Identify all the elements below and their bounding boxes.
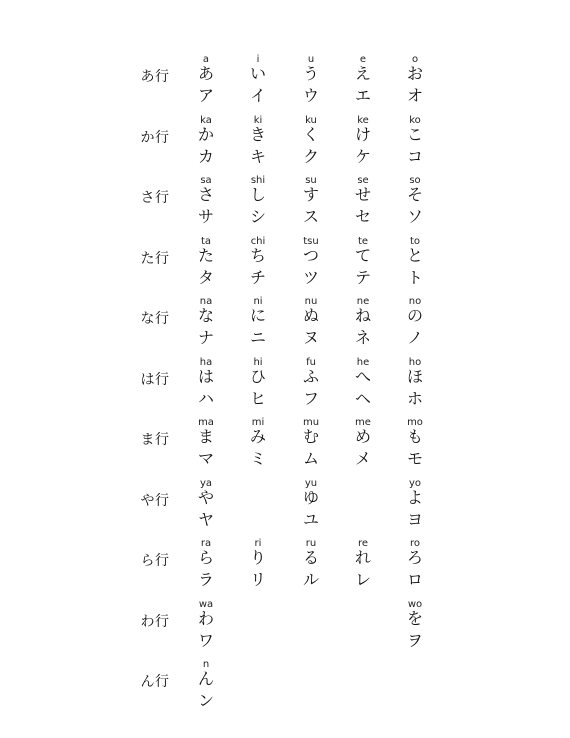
row-label: は行 xyxy=(140,371,170,388)
katakana-char: モ xyxy=(406,449,423,468)
row-label: や行 xyxy=(140,492,170,509)
katakana-char: ヲ xyxy=(406,630,423,650)
row-label: わ行 xyxy=(140,613,170,630)
romaji-label: ku xyxy=(305,114,317,126)
katakana-char: ム xyxy=(302,449,319,468)
romaji-label: fu xyxy=(306,356,316,368)
hiragana-char: あ xyxy=(197,64,214,83)
kana-cell xyxy=(395,599,435,659)
romaji-label: se xyxy=(357,175,369,186)
hiragana-char: や xyxy=(197,487,214,507)
kana-cell xyxy=(395,357,435,417)
hiragana-char: ゆ xyxy=(302,487,319,507)
katakana-char: セ xyxy=(354,207,371,226)
kana-row xyxy=(0,175,570,235)
hiragana-char: み xyxy=(249,427,266,446)
romaji-label: te xyxy=(357,235,369,247)
hiragana-char: も xyxy=(406,427,423,446)
kana-row xyxy=(0,357,570,417)
hiragana-char: を xyxy=(406,608,423,628)
hiragana-char: よ xyxy=(406,487,423,507)
katakana-char: ヤ xyxy=(197,509,214,529)
kana-row xyxy=(0,538,570,598)
kana-cell xyxy=(395,115,435,175)
romaji-label: shi xyxy=(250,175,266,186)
romaji-label: to xyxy=(409,235,421,247)
romaji-label: ni xyxy=(253,296,263,307)
hiragana-char: め xyxy=(354,427,371,446)
romaji-label: he xyxy=(356,356,370,368)
katakana-char: イ xyxy=(249,86,266,105)
katakana-char: テ xyxy=(354,267,371,287)
kana-cell xyxy=(186,296,226,356)
hiragana-char: へ xyxy=(354,366,371,386)
kana-row xyxy=(0,296,570,356)
kana-cell xyxy=(238,175,278,235)
katakana-char: ミ xyxy=(249,449,266,468)
hiragana-char: す xyxy=(302,185,319,204)
romaji-label: hi xyxy=(253,356,263,368)
kana-cell xyxy=(395,538,435,598)
katakana-char: ヒ xyxy=(249,388,266,408)
katakana-char: リ xyxy=(249,570,266,589)
romaji-label: n xyxy=(202,659,210,670)
hiragana-char: り xyxy=(249,548,266,567)
romaji-label: mu xyxy=(302,417,320,428)
romaji-label: nu xyxy=(304,296,318,307)
kana-cell xyxy=(343,538,383,598)
row-label: ま行 xyxy=(140,432,170,448)
hiragana-char: う xyxy=(302,64,319,83)
katakana-char: エ xyxy=(354,86,371,105)
kana-row xyxy=(0,115,570,175)
katakana-char: ル xyxy=(302,570,319,589)
hiragana-char: わ xyxy=(197,608,214,628)
kana-cell xyxy=(343,236,383,296)
kana-cell xyxy=(343,115,383,175)
row-label: た行 xyxy=(140,250,170,267)
kana-cell xyxy=(395,236,435,296)
katakana-char: ス xyxy=(302,207,319,226)
hiragana-char: そ xyxy=(406,185,423,204)
kana-row xyxy=(0,417,570,477)
romaji-label: na xyxy=(199,296,213,307)
kana-cell xyxy=(343,175,383,235)
katakana-char: ハ xyxy=(197,388,214,408)
kana-cell xyxy=(343,357,383,417)
hiragana-char: ろ xyxy=(406,548,423,567)
katakana-char: ヨ xyxy=(406,509,423,529)
kana-row xyxy=(0,599,570,659)
hiragana-char: か xyxy=(197,124,214,144)
hiragana-char: し xyxy=(249,185,266,204)
katakana-char: ソ xyxy=(406,207,423,226)
romaji-label: re xyxy=(357,538,369,549)
hiragana-char: い xyxy=(249,64,266,83)
romaji-label: ya xyxy=(199,477,213,489)
romaji-label: ta xyxy=(200,235,212,247)
kana-cell xyxy=(395,478,435,538)
romaji-label: tsu xyxy=(303,235,319,247)
romaji-label: ko xyxy=(409,114,421,126)
katakana-char: ラ xyxy=(197,570,214,589)
romaji-label: u xyxy=(307,54,315,65)
kana-cell xyxy=(238,115,278,175)
kana-cell xyxy=(186,478,226,538)
katakana-char: ネ xyxy=(354,328,371,347)
kana-cell xyxy=(291,478,331,538)
kana-cell xyxy=(238,417,278,477)
hiragana-char: ひ xyxy=(249,366,266,386)
hiragana-char: お xyxy=(406,64,423,83)
kana-cell xyxy=(395,296,435,356)
hiragana-char: て xyxy=(354,245,371,265)
katakana-char: ユ xyxy=(302,509,319,529)
kana-cell xyxy=(186,357,226,417)
katakana-char: ナ xyxy=(197,328,214,347)
katakana-char: メ xyxy=(354,449,371,468)
katakana-char: ケ xyxy=(354,146,371,166)
row-label: ら行 xyxy=(140,553,170,569)
katakana-char: ホ xyxy=(406,388,423,408)
hiragana-char: く xyxy=(302,124,319,144)
kana-cell xyxy=(291,296,331,356)
romaji-label: me xyxy=(355,417,371,428)
katakana-char: ン xyxy=(197,691,214,710)
row-label: か行 xyxy=(140,129,170,146)
kana-cell xyxy=(186,417,226,477)
hiragana-char: ぬ xyxy=(302,306,319,325)
katakana-char: オ xyxy=(406,86,423,105)
katakana-char: コ xyxy=(406,146,423,166)
kana-cell xyxy=(186,599,226,659)
hiragana-char: ふ xyxy=(302,366,319,386)
row-label: さ行 xyxy=(140,190,170,206)
romaji-label: ro xyxy=(409,538,420,549)
romaji-label: no xyxy=(408,296,422,307)
romaji-label: mi xyxy=(251,417,265,428)
romaji-label: o xyxy=(411,54,419,65)
hiragana-char: は xyxy=(197,366,214,386)
kana-cell xyxy=(186,659,226,719)
kana-cell xyxy=(238,54,278,114)
kana-cell xyxy=(291,357,331,417)
katakana-char: ウ xyxy=(302,86,319,105)
romaji-label: ru xyxy=(305,538,317,549)
hiragana-char: れ xyxy=(354,548,371,567)
katakana-char: タ xyxy=(197,267,214,287)
hiragana-char: え xyxy=(354,64,371,83)
romaji-label: yo xyxy=(408,477,422,489)
katakana-char: キ xyxy=(249,146,266,166)
kana-cell xyxy=(291,538,331,598)
hiragana-char: こ xyxy=(406,124,423,144)
hiragana-char: さ xyxy=(197,185,214,204)
kana-cell xyxy=(395,54,435,114)
hiragana-char: る xyxy=(302,548,319,567)
katakana-char: ト xyxy=(406,267,423,287)
kana-cell xyxy=(343,54,383,114)
hiragana-char: ん xyxy=(197,669,214,688)
romaji-label: mo xyxy=(407,417,423,428)
hiragana-char: ま xyxy=(197,427,214,446)
kana-cell xyxy=(186,538,226,598)
kana-cell xyxy=(238,236,278,296)
katakana-char: シ xyxy=(249,207,266,226)
romaji-label: ra xyxy=(200,538,212,549)
katakana-char: ワ xyxy=(197,630,214,650)
hiragana-char: に xyxy=(249,306,266,325)
romaji-label: ke xyxy=(357,114,369,126)
kana-cell xyxy=(395,417,435,477)
katakana-char: カ xyxy=(197,146,214,166)
hiragana-char: せ xyxy=(354,185,371,204)
hiragana-char: ほ xyxy=(406,366,423,386)
katakana-char: ア xyxy=(197,86,214,105)
kana-cell xyxy=(186,54,226,114)
hiragana-char: と xyxy=(406,245,423,265)
hiragana-char: な xyxy=(197,306,214,325)
kana-cell xyxy=(343,296,383,356)
row-label: ん行 xyxy=(140,674,170,690)
katakana-char: サ xyxy=(197,207,214,226)
romaji-label: wo xyxy=(407,598,423,610)
hiragana-char: つ xyxy=(302,245,319,265)
katakana-char: ツ xyxy=(302,267,319,287)
romaji-label: chi xyxy=(250,235,266,247)
hiragana-char: き xyxy=(249,124,266,144)
kana-cell xyxy=(238,357,278,417)
row-label: あ行 xyxy=(140,69,170,85)
hiragana-char: む xyxy=(302,427,319,446)
romaji-label: wa xyxy=(198,598,214,610)
kana-cell xyxy=(291,236,331,296)
romaji-label: so xyxy=(409,175,421,186)
kana-cell xyxy=(186,115,226,175)
kana-cell xyxy=(291,175,331,235)
kana-cell xyxy=(291,115,331,175)
hiragana-char: ち xyxy=(249,245,266,265)
katakana-char: ロ xyxy=(406,570,423,589)
romaji-label: ri xyxy=(254,538,262,549)
hiragana-char: た xyxy=(197,245,214,265)
katakana-char: レ xyxy=(354,570,371,589)
romaji-label: ki xyxy=(253,114,263,126)
kana-cell xyxy=(291,54,331,114)
romaji-label: ne xyxy=(356,296,370,307)
kana-row xyxy=(0,236,570,296)
katakana-char: フ xyxy=(302,388,319,408)
hiragana-char: ら xyxy=(197,548,214,567)
kana-cell xyxy=(238,296,278,356)
kana-row xyxy=(0,659,570,719)
romaji-label: ho xyxy=(408,356,422,368)
romaji-label: a xyxy=(202,54,210,65)
romaji-label: ka xyxy=(200,114,212,126)
katakana-char: チ xyxy=(249,267,266,287)
hiragana-char: け xyxy=(354,124,371,144)
romaji-label: sa xyxy=(200,175,212,186)
hiragana-char: ね xyxy=(354,306,371,325)
kana-cell xyxy=(395,175,435,235)
kana-cell xyxy=(343,417,383,477)
kana-row xyxy=(0,478,570,538)
kana-cell xyxy=(291,417,331,477)
katakana-char: ヌ xyxy=(302,328,319,347)
romaji-label: ha xyxy=(199,356,213,368)
romaji-label: e xyxy=(359,54,367,65)
row-label: な行 xyxy=(140,311,170,327)
hiragana-char: の xyxy=(406,306,423,325)
katakana-char: ニ xyxy=(249,328,266,347)
katakana-char: ノ xyxy=(406,328,423,347)
katakana-char: ヘ xyxy=(354,388,371,408)
kana-cell xyxy=(186,236,226,296)
katakana-char: マ xyxy=(197,449,214,468)
romaji-label: i xyxy=(256,54,260,65)
kana-row xyxy=(0,54,570,114)
romaji-label: su xyxy=(305,175,317,186)
katakana-char: ク xyxy=(302,146,319,166)
kana-cell xyxy=(238,538,278,598)
romaji-label: ma xyxy=(198,417,214,428)
romaji-label: yu xyxy=(304,477,318,489)
kana-cell xyxy=(186,175,226,235)
